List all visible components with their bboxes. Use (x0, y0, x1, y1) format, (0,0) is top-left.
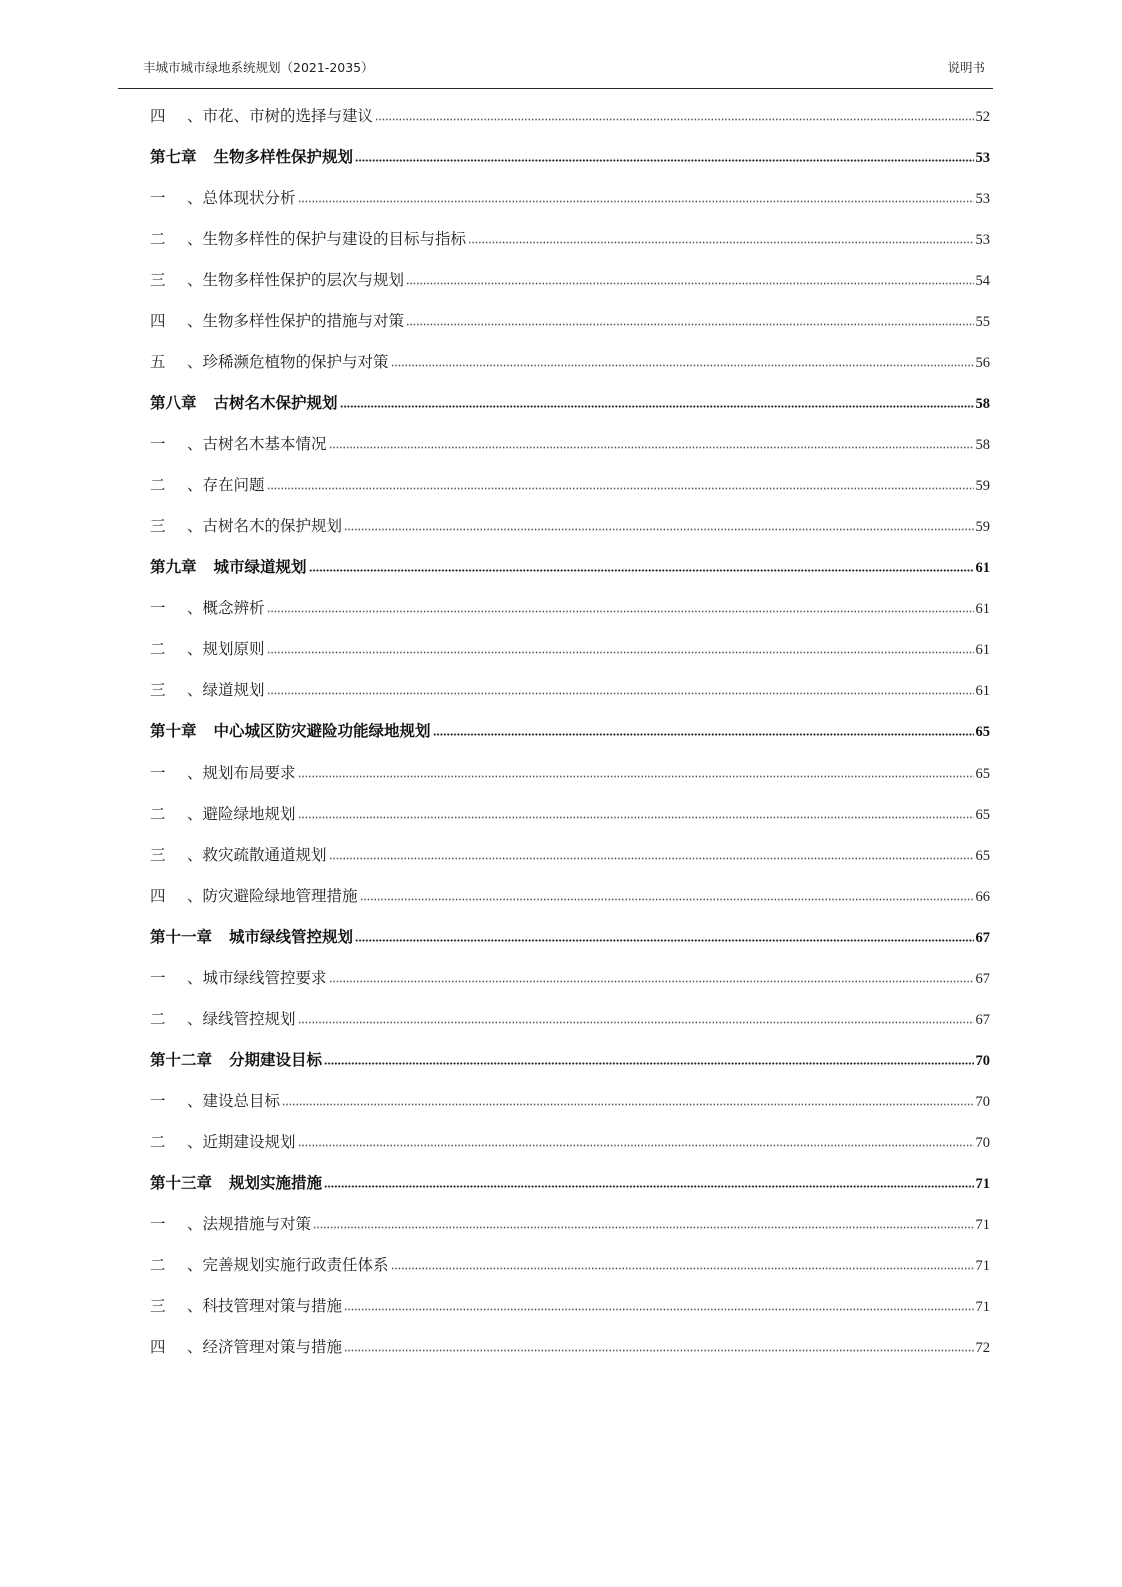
dot-leader (282, 1103, 973, 1106)
toc-section-entry[interactable] (150, 260, 990, 301)
toc-entry-title: 规划实施措施 (229, 1174, 323, 1193)
dot-leader (329, 980, 974, 983)
toc-section-entry[interactable] (150, 629, 990, 670)
dot-leader (267, 610, 974, 613)
dot-leader (309, 569, 974, 572)
toc-entry-title: 、防灾避险绿地管理措施 (187, 886, 358, 905)
toc-page-number: 71 (975, 1176, 990, 1193)
toc-page-number: 71 (975, 1217, 990, 1234)
dot-leader (298, 1144, 974, 1147)
dot-leader (406, 282, 973, 285)
dot-leader (329, 857, 974, 860)
toc-entry-number: 一 (150, 1215, 166, 1234)
toc-page-number: 65 (975, 806, 990, 823)
toc-section-entry[interactable] (150, 1245, 990, 1286)
dot-leader (406, 323, 973, 326)
toc-entry-title: 、规划原则 (187, 640, 265, 659)
toc-entry-number: 一 (150, 968, 166, 987)
toc-section-entry[interactable] (150, 219, 990, 260)
toc-section-entry[interactable] (150, 1327, 990, 1368)
toc-entry-title: 生物多样性保护规划 (213, 147, 354, 166)
dot-leader (468, 241, 973, 244)
toc-entry-title: 、救灾疏散通道规划 (187, 845, 327, 864)
toc-page-number: 61 (975, 601, 990, 618)
toc-entry-number: 二 (150, 1133, 166, 1152)
dot-leader (391, 364, 974, 367)
toc-section-entry[interactable] (150, 424, 990, 465)
dot-leader (391, 1267, 974, 1270)
toc-entry-number: 二 (150, 640, 166, 659)
toc-page-number: 58 (975, 395, 990, 412)
dot-leader (267, 651, 974, 654)
dot-leader (375, 118, 973, 121)
toc-section-entry[interactable] (150, 301, 990, 342)
toc-entry-number: 三 (150, 681, 166, 700)
dot-leader (433, 733, 974, 736)
dot-leader (344, 1349, 973, 1352)
toc-entry-title: 、市花、市树的选择与建议 (187, 106, 374, 125)
toc-page-number: 72 (975, 1340, 990, 1357)
dot-leader (329, 446, 974, 449)
toc-page-number: 59 (975, 478, 990, 495)
toc-page-number: 70 (975, 1094, 990, 1110)
toc-page-number: 65 (975, 765, 990, 782)
toc-entry-number: 二 (150, 229, 166, 248)
toc-section-entry[interactable] (150, 794, 990, 835)
toc-entry-title: 、完善规划实施行政责任体系 (187, 1256, 389, 1275)
toc-section-entry[interactable] (150, 1204, 990, 1245)
toc-entry-number: 一 (150, 188, 166, 207)
toc-entry-title: 、生物多样性的保护与建设的目标与指标 (187, 229, 467, 248)
toc-entry-title: 、绿道规划 (187, 681, 265, 700)
dot-leader (324, 1185, 973, 1188)
dot-leader (324, 1062, 973, 1065)
toc-page-number: 70 (975, 1052, 990, 1069)
toc-entry-number: 三 (150, 517, 166, 536)
toc-entry-title: 、古树名木的保护规划 (187, 517, 343, 536)
header-divider (118, 88, 993, 89)
toc-entry-title: 、生物多样性保护的措施与对策 (187, 311, 405, 330)
toc-entry-number: 三 (150, 845, 166, 864)
toc-page-number: 53 (975, 190, 990, 207)
toc-page-number: 67 (975, 929, 990, 946)
dot-leader (298, 775, 974, 778)
toc-page-number: 54 (975, 272, 990, 289)
toc-page-number: 70 (975, 1135, 990, 1152)
toc-entry-number: 三 (150, 1297, 166, 1316)
toc-page-number: 65 (975, 724, 990, 741)
toc-entry-number: 第十一章 (150, 927, 213, 946)
toc-entry-number: 五 (150, 352, 166, 371)
dot-leader (344, 528, 973, 531)
toc-page-number: 67 (975, 1011, 990, 1028)
toc-section-entry[interactable] (150, 753, 990, 794)
toc-entry-number: 一 (150, 599, 166, 618)
toc-section-entry[interactable] (150, 670, 990, 711)
dot-leader (267, 692, 974, 695)
toc-page-number: 67 (975, 970, 990, 987)
toc-chapter-entry[interactable] (150, 547, 990, 588)
toc-page-number: 52 (975, 108, 990, 125)
toc-entry-title: 、古树名木基本情况 (187, 435, 327, 453)
toc-page-number: 65 (975, 847, 990, 864)
toc-chapter-entry[interactable] (150, 1163, 990, 1204)
toc-entry-title: 、生物多样性保护的层次与规划 (187, 270, 405, 289)
toc-entry-title: 、建设总目标 (187, 1092, 281, 1110)
toc-entry-number: 四 (150, 886, 166, 905)
toc-entry-number: 二 (150, 1256, 166, 1275)
toc-entry-number: 第九章 (150, 558, 197, 577)
toc-page-number: 61 (975, 642, 990, 659)
toc-page-number: 53 (975, 231, 990, 248)
toc-section-entry[interactable] (150, 342, 990, 383)
toc-page-number: 59 (975, 519, 990, 536)
toc-entry-number: 四 (150, 1338, 166, 1357)
toc-entry-title: 、科技管理对策与措施 (187, 1297, 343, 1316)
running-header-title: 丰城市城市绿地系统规划（2021-2035） (143, 60, 374, 75)
dot-leader (298, 1021, 974, 1024)
toc-chapter-entry[interactable] (150, 1040, 990, 1081)
toc-section-entry[interactable] (150, 465, 990, 506)
dot-leader (360, 898, 974, 901)
toc-chapter-entry[interactable] (150, 711, 990, 752)
toc-entry-title: 、城市绿线管控要求 (187, 968, 327, 987)
toc-entry-number: 四 (150, 106, 166, 125)
table-of-contents (150, 96, 990, 1369)
toc-entry-number: 第十章 (150, 722, 197, 741)
toc-chapter-entry[interactable] (150, 383, 990, 424)
running-header-doc-type: 说明书 (947, 60, 985, 75)
dot-leader (344, 1308, 973, 1311)
toc-entry-number: 第八章 (150, 393, 197, 412)
toc-entry-number: 一 (150, 1092, 166, 1110)
toc-page-number: 71 (975, 1258, 990, 1275)
toc-page-number: 61 (975, 683, 990, 700)
toc-page-number: 66 (975, 888, 990, 905)
toc-section-entry[interactable] (150, 96, 990, 137)
toc-entry-title: 、概念辨析 (187, 599, 265, 618)
dot-leader (298, 200, 974, 203)
toc-entry-number: 二 (150, 1009, 166, 1028)
toc-entry-title: 、经济管理对策与措施 (187, 1338, 343, 1357)
toc-section-entry[interactable] (150, 876, 990, 917)
toc-entry-title: 古树名木保护规划 (213, 393, 338, 412)
toc-section-entry[interactable] (150, 506, 990, 547)
toc-section-entry[interactable] (150, 178, 990, 219)
toc-entry-title: 中心城区防灾避险功能绿地规划 (213, 722, 431, 741)
toc-entry-number: 第十三章 (150, 1174, 213, 1193)
toc-entry-title: 城市绿道规划 (213, 558, 307, 577)
toc-section-entry[interactable] (150, 1122, 990, 1163)
toc-entry-title: 、法规措施与对策 (187, 1215, 312, 1234)
toc-entry-title: 、规划布局要求 (187, 763, 296, 782)
toc-entry-number: 四 (150, 311, 166, 330)
dot-leader (355, 159, 973, 162)
toc-entry-title: 城市绿线管控规划 (229, 927, 354, 946)
toc-entry-number: 二 (150, 476, 166, 495)
toc-section-entry[interactable] (150, 1286, 990, 1327)
toc-section-entry[interactable] (150, 1081, 990, 1122)
toc-entry-number: 一 (150, 763, 166, 782)
toc-section-entry[interactable] (150, 958, 990, 999)
toc-page-number: 53 (975, 149, 990, 166)
toc-entry-title: 、绿线管控规划 (187, 1009, 296, 1028)
toc-entry-number: 一 (150, 435, 166, 453)
toc-entry-number: 二 (150, 804, 166, 823)
dot-leader (355, 939, 973, 942)
toc-entry-title: 、总体现状分析 (187, 188, 296, 207)
toc-entry-number: 第十二章 (150, 1050, 213, 1069)
toc-page-number: 58 (975, 437, 990, 453)
toc-entry-title: 、近期建设规划 (187, 1133, 296, 1152)
toc-chapter-entry[interactable] (150, 137, 990, 178)
toc-entry-title: 、珍稀濒危植物的保护与对策 (187, 352, 389, 371)
toc-entry-title: 、存在问题 (187, 476, 265, 495)
toc-page-number: 71 (975, 1299, 990, 1316)
toc-page-number: 61 (975, 560, 990, 577)
dot-leader (340, 405, 974, 408)
toc-section-entry[interactable] (150, 588, 990, 629)
toc-entry-number: 第七章 (150, 147, 197, 166)
toc-entry-title: 、避险绿地规划 (187, 804, 296, 823)
toc-page-number: 56 (975, 354, 990, 371)
dot-leader (313, 1226, 973, 1229)
toc-entry-number: 三 (150, 270, 166, 289)
dot-leader (267, 487, 974, 490)
toc-chapter-entry[interactable] (150, 917, 990, 958)
toc-section-entry[interactable] (150, 999, 990, 1040)
toc-page-number: 55 (975, 313, 990, 330)
toc-section-entry[interactable] (150, 835, 990, 876)
dot-leader (298, 816, 974, 819)
toc-entry-title: 分期建设目标 (229, 1050, 323, 1069)
